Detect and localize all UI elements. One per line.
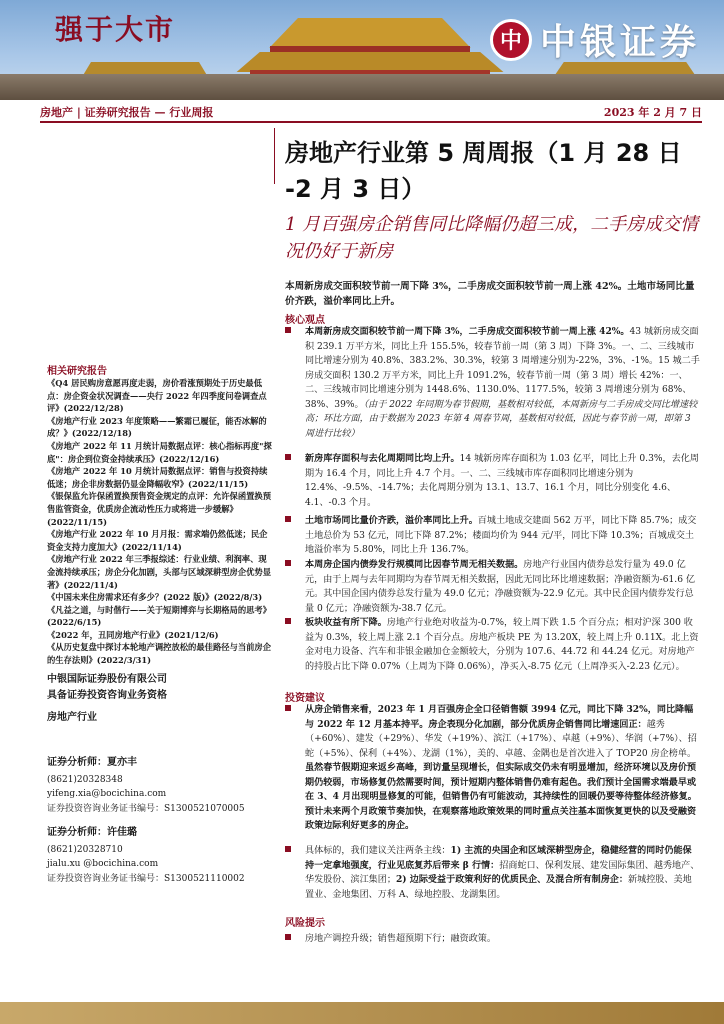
analyst-cert: 证券投资咨询业务证书编号：S1300521070005 bbox=[47, 803, 245, 814]
core-bullet-2-head: 新房库存面积与去化周期同比均上升。 bbox=[305, 453, 460, 464]
invest-bullet-1-body: 越秀（+60%）、建发（+29%）、华发（+19%）、滨江（+17%）、卓越（+9%）、华润（+7%）、招蛇（+5%）、保利（+4%）、龙湖（1%），美的、卓越、金隅也是首次进入了 TOP20 房企榜单。 bbox=[305, 719, 697, 759]
invest-bullet-2-line2: 2) 边际受益于政策利好的优质民企、及混合所有制房企： bbox=[395, 874, 628, 885]
core-bullet-4-head: 本周房企国内债券发行规模同比因春节周无相关数据。 bbox=[305, 559, 524, 570]
analyst-name: 证券分析师：夏亦丰 bbox=[47, 757, 137, 768]
related-report-item[interactable]: 《中国未来住房需求还有多少？(2022 版)》(2022/8/3) bbox=[47, 592, 263, 603]
firm-qualification: 具备证券投资咨询业务资格 bbox=[47, 690, 167, 701]
analyst-name: 证券分析师：许佳璐 bbox=[47, 827, 137, 838]
core-bullet-5 bbox=[285, 616, 700, 674]
bullet-square-icon bbox=[285, 454, 291, 460]
related-report-item[interactable]: 《Q4 居民购房意愿再度走弱，房价看涨预期处于历史最低点：房企资金状况调查——央行 2022 年四季度问卷调查点评》(2022/12/28) bbox=[47, 378, 267, 414]
invest-bullet-2-list1: 招商蛇口、保利发展、建发国际集团、越秀地产、华发股份、滨江集团； bbox=[305, 860, 700, 885]
palace-ground bbox=[0, 74, 724, 100]
lead-summary: 本周新房成交面积较节前一周下降 3%，二手房成交面积较节前一周上涨 42%。土地市场同比量价齐跌，溢价率同比上升。 bbox=[285, 281, 695, 307]
covered-industry: 房地产行业 bbox=[47, 712, 97, 723]
firm-name: 中银国际证券股份有限公司 bbox=[47, 674, 167, 685]
boc-logo-icon: 中 bbox=[490, 19, 532, 61]
core-bullet-5-head: 板块收益有所下降。 bbox=[305, 617, 387, 628]
core-bullet-2-body: 14 城新房库存面积为 1.03 亿平，同比上升 0.3%，去化周期为 16.4 个月，同比上升 4.7 个月。一、二、三线城市库存面积同比增速分别为 12.4%、-9.5%、-14.7%；去化周期分别为 13.1、13.7、16.1 个月，同比分别变化 4.6、4.1、-0.3 个月。 bbox=[305, 454, 699, 508]
brand-name: 中银证券 bbox=[539, 22, 700, 63]
core-bullet-3-head: 土地市场同比量价齐跌，溢价率同比上升。 bbox=[305, 515, 478, 526]
risk-body: 房地产调控升级；销售超预期下行；融资政策。 bbox=[305, 934, 496, 944]
related-report-item[interactable]: 《银保监允许保函置换预售资金规定的点评：允许保函置换预售监管资金，优质房企流动性压力或将进一步缓解》(2022/11/15) bbox=[47, 491, 272, 527]
analyst-cert: 证券投资咨询业务证书编号：S1300521110002 bbox=[47, 873, 245, 884]
title-divider bbox=[274, 128, 275, 184]
related-report-item[interactable]: 《房地产行业 2022 年 10 月月报：需求端仍然低迷；民企资金支持力度加大》(2022/11/14) bbox=[47, 529, 268, 552]
report-date: 2023 年 2 月 7 日 bbox=[603, 106, 702, 119]
bullet-square-icon bbox=[285, 934, 291, 940]
core-bullet-1-body: 43 城新房成交面积 239.1 万平方米，同比上升 155.5%，较春节前一周（第 3 周）下降 3%。一、二、三线城市同比增速分别为 40.8%、383.2%、30.3%，较第 3 周增速分别为-22%，3%、-1%。15 城二手房成交面积 130.2 万平方米，同比上升 1091.2%，较春节前一周（第 3 周）增长 42%：一、二、三线城市同比增速分别为 1448.6%、1130.0%、1177.5%，较第 3 周增速分别为 68%、38%、39%。 bbox=[305, 327, 700, 410]
related-report-item[interactable]: 《2022 年，丑同房地产行业》(2021/12/6) bbox=[47, 629, 219, 640]
invest-bullet-1 bbox=[285, 703, 700, 834]
core-bullet-1 bbox=[285, 325, 700, 441]
palace-roof-upper bbox=[250, 18, 490, 48]
core-bullet-5-body: 房地产行业绝对收益为-0.7%，较上周下跌 1.5 个百分点；相对沪深 300 收益为 0.3%，较上周上涨 2.1 个百分点。房地产板块 PE 为 13.20X，较上周上升 0.11X。北上资金对电力设备、汽车和非银金融加仓金额较大，分别为 107.6、44.72 和 44.24 亿元。对房地产的持股占比下降 0.07%（上周为下降 0.06%），净买入-8.75 亿元（上周净买入-2.23 亿元）。 bbox=[305, 618, 699, 672]
related-report-item[interactable]: 《房地产行业 2023 年度策略——繁霜已履征，能否冰解的成？》(2022/12/18) bbox=[47, 415, 267, 439]
related-report-item[interactable]: 《房地产行业 2022 年三季报综述：行业业绩、利润率、现金流持续承压；房企分化加剧，头部与区域深耕型房企优势显著》(2022/11/4) bbox=[47, 554, 272, 590]
firm-info bbox=[47, 672, 272, 704]
bullet-square-icon bbox=[285, 705, 291, 711]
bullet-square-icon bbox=[285, 327, 291, 333]
core-bullet-1-note: （由于 2022 年同期为春节假期，基数相对较低，本周新房与二手房成交同比增速较高；环比方面，由于数据为 2023 年第 4 周春节周，基数相对较低，因此与春节前一周，即第 3 周进行比较） bbox=[305, 399, 698, 439]
related-report-item[interactable]: 《从历史复盘中探讨本轮地产调控放松的最佳路径与当前房企的生存法则》(2022/3/31) bbox=[47, 642, 272, 666]
palace-roof-lower bbox=[225, 52, 515, 72]
bullet-square-icon bbox=[285, 560, 291, 566]
risk-bullet bbox=[285, 932, 700, 947]
related-reports-heading: 相关研究报告 bbox=[47, 366, 107, 377]
invest-bullet-2 bbox=[285, 844, 700, 902]
core-bullet-4 bbox=[285, 558, 700, 616]
analyst-phone: (8621)20328710 bbox=[47, 844, 123, 855]
core-bullet-2 bbox=[285, 452, 700, 510]
industry-rating: 强于大市 bbox=[55, 13, 176, 46]
invest-bullet-2-line1: 1) 主流的央国企和区域深耕型房企，稳健经营的同时仍能保持一定拿地强度，行业见底复苏后带来 β 行情： bbox=[305, 845, 692, 871]
invest-heading: 投资建议 bbox=[285, 693, 325, 704]
invest-bullet-2-pre: 具体标的，我们建议关注两条主线： bbox=[305, 846, 451, 856]
core-view-heading: 核心观点 bbox=[285, 315, 325, 326]
related-report-item[interactable]: 《房地产 2022 年 11 月统计局数据点评：核心指标再度"探底"：房企到位资金持续承压》(2022/12/16) bbox=[47, 440, 272, 464]
risk-heading: 风险提示 bbox=[285, 918, 325, 929]
analyst-card-2 bbox=[47, 826, 272, 886]
bullet-square-icon bbox=[285, 846, 291, 852]
analyst-email[interactable]: jialu.xu @bocichina.com bbox=[47, 859, 159, 869]
related-report-item[interactable]: 《房地产 2022 年 10 月统计局数据点评：销售与投资持续低迷；房企非房数据仍显金降幅收窄》(2022/11/15) bbox=[47, 466, 268, 489]
invest-bullet-1-head: 从房企销售来看，2023 年 1 月百强房企全口径销售额 3994 亿元，同比下降 32%，同比降幅与 2022 年 12 月基本持平。房企表现分化加剧，部分优质房企销售同比增速回正： bbox=[305, 704, 694, 730]
invest-bullet-1-tail: 虽然春节假期迎来返乡高峰，到访量呈现增长，但实际成交仍未有明显增加，经济环境以及房价预期仍较弱，市场修复仍然需要时间，预计短期内整体销售仍难有起色。我们预计全国需求端最早或在 3、4 月出现明显修复的可能，但销售仍有可能波动，其持续性的回暖仍要等待整体经济修复。预计未来两个月政策节奏加快，在观察落地政策效果的同时重点关注基本面恢复更快的以及受融资政策边际利好更多的房企。 bbox=[305, 762, 697, 831]
report-meta-bar bbox=[40, 103, 702, 123]
analyst-card-1 bbox=[47, 756, 272, 816]
bullet-square-icon bbox=[285, 516, 291, 522]
analyst-email[interactable]: yifeng.xia@bocichina.com bbox=[47, 789, 167, 799]
core-bullet-3 bbox=[285, 514, 700, 558]
brand-logo bbox=[490, 14, 700, 65]
report-title: 房地产行业第 5 周周报（1 月 28 日 -2 月 3 日） bbox=[285, 139, 682, 203]
core-bullet-4-body: 房地产行业国内债券总发行量为 49.0 亿元，由于上周与去年同期均为春节周无相关数据，因此无同比环比增速数据；净融资额为-61.6 亿元。其中国企国内债券总发行量为 49.0 亿元；净融资额为-22.9 亿元。其中民企国内债券发行总量 0 亿元；净融资额为-38.7 亿元。 bbox=[305, 560, 695, 614]
report-subtitle: 1 月百强房企销售同比降幅仍超三成，二手房成交情况仍好于新房 bbox=[285, 214, 699, 262]
report-category: 房地产 | 证券研究报告 — 行业周报 bbox=[40, 106, 214, 119]
core-bullet-1-head: 本周新房成交面积较节前一周下降 3%，二手房成交面积较节前一周上涨 42%。 bbox=[305, 326, 630, 337]
analyst-phone: (8621)20328348 bbox=[47, 774, 123, 785]
related-reports-list bbox=[47, 377, 272, 667]
footer-decor-bar bbox=[0, 1002, 724, 1024]
bullet-square-icon bbox=[285, 618, 291, 624]
core-bullet-3-body: 百城土地成交建面 562 万平，同比下降 85.7%；成交土地总价为 53 亿元，同比下降 87.2%；楼面均价为 944 元/平，同比下降 10.3%；百城成交土地溢价率为 5.80%，同比上升 136.7%。 bbox=[305, 516, 697, 555]
invest-bullet-2-list2: 新城控股、美地置业、金地集团、万科 A、绿地控股、龙湖集团。 bbox=[305, 875, 692, 900]
related-report-item[interactable]: 《凡益之道，与时偕行——关于短期博弈与长期格局的思考》(2022/6/15) bbox=[47, 604, 272, 628]
